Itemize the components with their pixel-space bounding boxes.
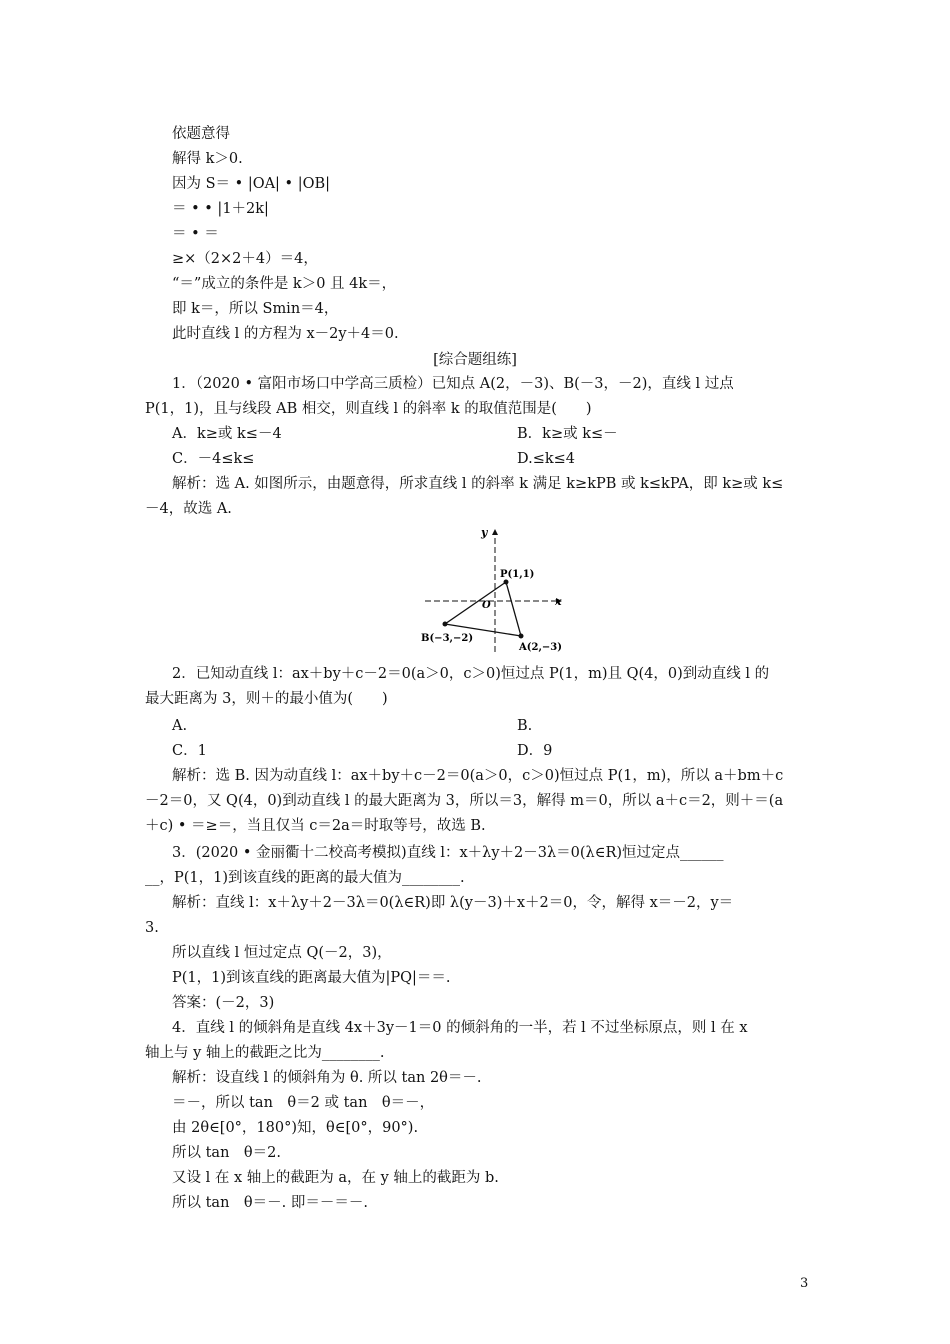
q4-solution: 由 2θ∈[0°，180°)知，θ∈[0°，90°). xyxy=(172,1120,419,1136)
q3-solution: P(1，1)到该直线的距离最大值为|PQ|＝＝. xyxy=(172,970,451,986)
q4-solution: ＝－，所以 tan θ＝2 或 tan θ＝－， xyxy=(172,1095,435,1111)
q4-stem: 轴上与 y 轴上的截距之比为________. xyxy=(145,1045,385,1061)
q3-solution: 解析：直线 l：x＋λy＋2－3λ＝0(λ∈R)即 λ(y－3)＋x＋2＝0，令，解得 x＝－2，y＝ xyxy=(172,895,734,911)
q2-stem: 最大距离为 3，则＋的最小值为( ) xyxy=(145,691,388,707)
q1-solution: 解析：选 A. 如图所示，由题意得，所求直线 l 的斜率 k 满足 k≥kPB 或 k≤kPA，即 k≥或 k≤ xyxy=(172,476,784,492)
q4-stem: 4．直线 l 的倾斜角是直线 4x＋3y－1＝0 的倾斜角的一半，若 l 不过坐标原点，则 l 在 x xyxy=(172,1020,748,1036)
p-label: P(1,1) xyxy=(500,569,535,580)
b-label: B(−3,−2) xyxy=(421,633,474,644)
x-label: x xyxy=(555,595,562,608)
q1-option-a: A．k≥或 k≤－4 xyxy=(172,426,282,442)
text-line: 因为 S＝ • |OA| • |OB| xyxy=(172,176,331,192)
q2-option-b: B. xyxy=(517,718,533,734)
q4-solution: 所以 tan θ＝－. 即＝－＝－. xyxy=(172,1195,368,1211)
q2-option-a: A. xyxy=(172,718,188,734)
coordinate-figure xyxy=(415,522,575,660)
q1-option-b: B．k≥或 k≤－ xyxy=(517,426,618,442)
point-a xyxy=(519,634,524,639)
a-label: A(2,−3) xyxy=(519,642,562,653)
q1-option-c: C．－4≤k≤ xyxy=(172,451,255,467)
text-line: ≥×（2×2＋4）＝4， xyxy=(172,251,318,267)
q3-stem: __，P(1，1)到该直线的距离的最大值为________. xyxy=(145,870,465,886)
q3-answer: 答案：(－2，3) xyxy=(172,995,275,1011)
q4-solution: 所以 tan θ＝2. xyxy=(172,1145,281,1161)
point-b xyxy=(443,622,448,627)
q3-solution: 所以直线 l 恒过定点 Q(－2，3)， xyxy=(172,945,392,961)
q3-stem: 3．(2020 • 金丽衢十二校高考模拟)直线 l：x＋λy＋2－3λ＝0(λ∈R)恒过定点______ xyxy=(172,845,724,861)
section-title: [综合题组练] xyxy=(433,352,517,368)
q1-option-d: D.≤k≤4 xyxy=(517,451,576,467)
text-line: 解得 k＞0. xyxy=(172,151,243,167)
text-line: 即 k＝，所以 Smin＝4， xyxy=(172,301,339,317)
q4-solution: 又设 l 在 x 轴上的截距为 a，在 y 轴上的截距为 b. xyxy=(172,1170,499,1186)
q1-solution: －4，故选 A. xyxy=(145,501,232,517)
q4-solution: 解析：设直线 l 的倾斜角为 θ. 所以 tan 2θ＝－. xyxy=(172,1070,482,1086)
text-line: 此时直线 l 的方程为 x－2y＋4＝0. xyxy=(172,326,399,342)
q1-stem: P(1，1)，且与线段 AB 相交，则直线 l 的斜率 k 的取值范围是( ) xyxy=(145,401,592,417)
page-number: 3 xyxy=(800,1276,809,1291)
q2-solution: －2＝0，又 Q(4，0)到动直线 l 的最大距离为 3，所以＝3，解得 m＝0，所以 a＋c＝2，则＋＝(a xyxy=(145,793,784,809)
q2-option-c: C．1 xyxy=(172,743,207,759)
text-line: “＝”成立的条件是 k＞0 且 4k＝， xyxy=(172,276,397,292)
q2-solution: 解析：选 B. 因为动直线 l：ax＋by＋c－2＝0(a＞0，c＞0)恒过点 P(1，m)，所以 a＋bm＋c xyxy=(172,768,784,784)
q2-stem: 2．已知动直线 l：ax＋by＋c－2＝0(a＞0，c＞0)恒过点 P(1，m)且 Q(4，0)到动直线 l 的 xyxy=(172,666,770,682)
text-line: ＝ • ＝ xyxy=(172,226,219,242)
point-p xyxy=(504,580,509,585)
text-line: 依题意得 xyxy=(172,126,230,142)
q2-solution: ＋c) • ＝≥＝，当且仅当 c＝2a＝时取等号，故选 B. xyxy=(145,818,486,834)
origin-label: O xyxy=(482,600,491,611)
q1-stem: 1．（2020 • 富阳市场口中学高三质检）已知点 A(2，－3)、B(－3，－2)，直线 l 过点 xyxy=(172,376,734,392)
q2-option-d: D．9 xyxy=(517,743,553,759)
y-label: y xyxy=(481,526,488,539)
text-line: ＝ • • |1＋2k| xyxy=(172,201,269,217)
q3-solution: 3. xyxy=(145,920,159,936)
